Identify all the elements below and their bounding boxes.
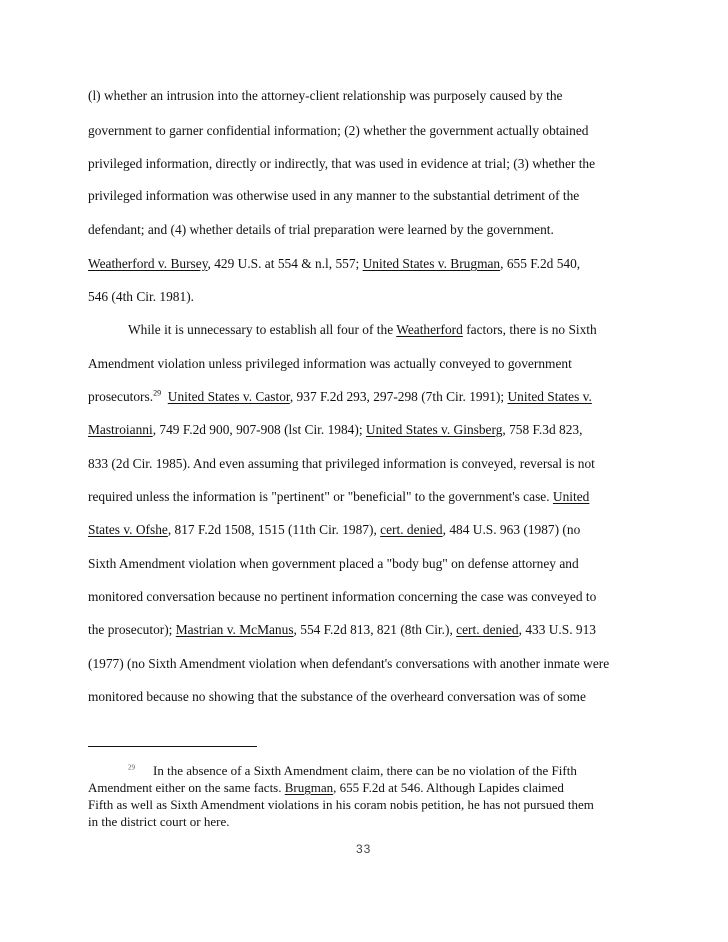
body-line-6 bbox=[88, 256, 580, 272]
text: Amendment violation unless privileged information was actually conveyed to government bbox=[88, 356, 572, 371]
footnote-reference: 29 bbox=[153, 388, 162, 398]
spacer bbox=[161, 389, 168, 404]
body-line-2 bbox=[88, 123, 589, 139]
text: , 937 F.2d 293, 297-298 (7th Cir. 1991); bbox=[289, 389, 508, 404]
text: privileged information was otherwise used in any manner to the substantial detriment of the bbox=[88, 188, 580, 203]
case-citation: Brugman bbox=[284, 780, 334, 795]
body-line-1 bbox=[88, 88, 563, 104]
text: While it is unnecessary to establish all four of the bbox=[128, 322, 397, 337]
text: Amendment either on the same facts. bbox=[88, 780, 285, 795]
body-line-18 bbox=[88, 656, 609, 672]
footnote-separator bbox=[88, 746, 257, 747]
body-line-7 bbox=[88, 289, 194, 305]
text: monitored because no showing that the substance of the overheard conversation was of some bbox=[88, 689, 586, 704]
page-number: 33 bbox=[356, 842, 372, 856]
text: required unless the information is "pertinent" or "beneficial" to the government's case. bbox=[88, 489, 553, 504]
case-citation: Weatherford bbox=[396, 322, 463, 337]
text: , 433 U.S. 913 bbox=[518, 622, 597, 637]
text: prosecutors. bbox=[88, 389, 154, 404]
case-citation: United States v. bbox=[507, 389, 592, 404]
footnote-line-2 bbox=[88, 780, 564, 796]
cert-denied: cert. denied bbox=[380, 522, 443, 537]
footnote-line-3 bbox=[88, 797, 594, 813]
body-line-10 bbox=[88, 389, 592, 405]
text: , 429 U.S. at 554 & n.l, 557; bbox=[207, 256, 363, 271]
text: , 484 U.S. 963 (1987) (no bbox=[442, 522, 581, 537]
body-line-5 bbox=[88, 222, 554, 238]
text: government to garner confidential information; (2) whether the government actually obtained bbox=[88, 123, 589, 138]
text: privileged information, directly or indirectly, that was used in evidence at trial; (3) whether the bbox=[88, 156, 596, 171]
body-line-16 bbox=[88, 589, 596, 605]
footnote-marker: 29 bbox=[128, 763, 135, 772]
body-line-9 bbox=[88, 356, 572, 372]
text: in the district court or here. bbox=[88, 814, 230, 829]
case-citation: United States v. Castor bbox=[167, 389, 290, 404]
text: Fifth as well as Sixth Amendment violations in his coram nobis petition, he has not pursued them bbox=[88, 797, 594, 812]
text: 546 (4th Cir. 1981). bbox=[88, 289, 195, 304]
text: , 554 F.2d 813, 821 (8th Cir.), bbox=[293, 622, 457, 637]
footnote-line-4 bbox=[88, 814, 230, 830]
body-line-11 bbox=[88, 422, 582, 438]
body-line-12 bbox=[88, 456, 595, 472]
text: , 655 F.2d 540, bbox=[500, 256, 581, 271]
text: , 749 F.2d 900, 907-908 (lst Cir. 1984); bbox=[152, 422, 366, 437]
body-line-15 bbox=[88, 556, 579, 572]
footnote-line-1 bbox=[128, 763, 577, 779]
body-line-4 bbox=[88, 188, 579, 204]
case-citation: Weatherford v. Bursey bbox=[88, 256, 208, 271]
case-citation: United States v. Ginsberg bbox=[365, 422, 503, 437]
text: monitored conversation because no pertinent information concerning the case was conveyed to bbox=[88, 589, 597, 604]
text: 833 (2d Cir. 1985). And even assuming that privileged information is conveyed, reversal is not bbox=[88, 456, 595, 471]
text: , 817 F.2d 1508, 1515 (11th Cir. 1987), bbox=[167, 522, 381, 537]
case-citation: Mastrian v. McManus bbox=[175, 622, 294, 637]
body-line-14 bbox=[88, 522, 580, 538]
text: the prosecutor); bbox=[88, 622, 176, 637]
text: In the absence of a Sixth Amendment claim, there can be no violation of the Fifth bbox=[153, 763, 577, 778]
case-citation: United States v. Brugman bbox=[362, 256, 501, 271]
text: , 655 F.2d at 546. Although Lapides claimed bbox=[333, 780, 564, 795]
case-citation: United bbox=[552, 489, 590, 504]
case-citation: Mastroianni bbox=[88, 422, 153, 437]
body-line-3 bbox=[88, 156, 595, 172]
body-line-8 bbox=[128, 322, 597, 338]
text: Sixth Amendment violation when government placed a "body bug" on defense attorney and bbox=[88, 556, 579, 571]
text: (l) whether an intrusion into the attorney-client relationship was purposely caused by the bbox=[88, 88, 563, 103]
text: defendant; and (4) whether details of trial preparation were learned by the government. bbox=[88, 222, 554, 237]
body-line-17 bbox=[88, 622, 596, 638]
text: factors, there is no Sixth bbox=[462, 322, 597, 337]
body-line-19 bbox=[88, 689, 586, 705]
text: , 758 F.3d 823, bbox=[502, 422, 583, 437]
cert-denied: cert. denied bbox=[456, 622, 519, 637]
body-line-13 bbox=[88, 489, 589, 505]
case-citation: States v. Ofshe bbox=[88, 522, 168, 537]
text: (1977) (no Sixth Amendment violation when defendant's conversations with another inmate were bbox=[88, 656, 610, 671]
